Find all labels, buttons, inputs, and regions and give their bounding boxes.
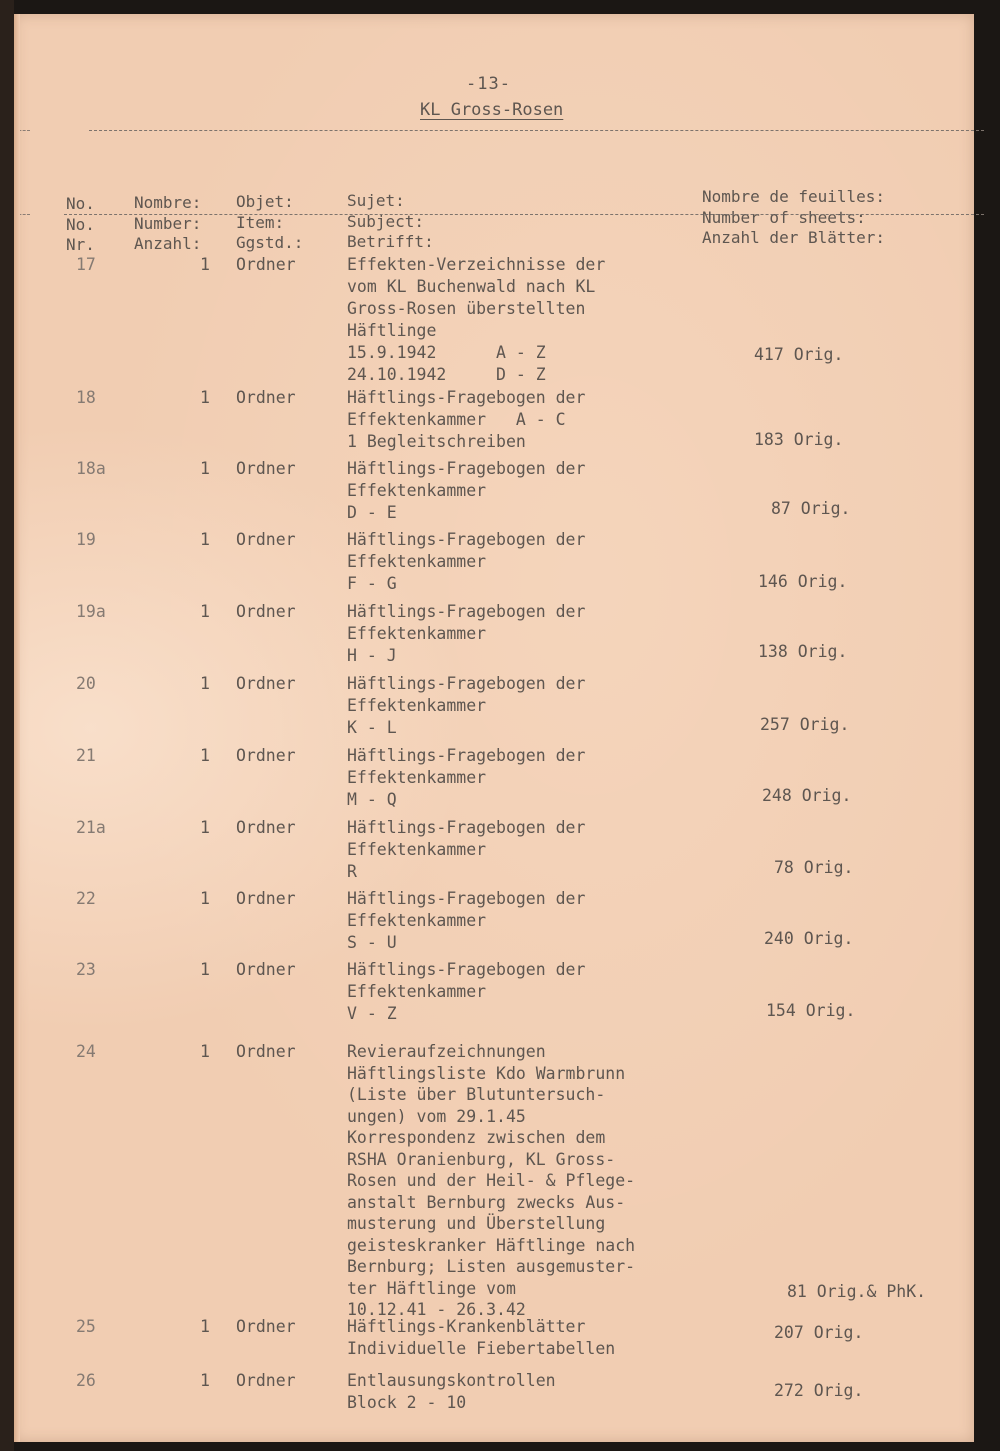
page-number: -13- xyxy=(466,74,511,94)
row-quantity: 1 xyxy=(200,459,210,478)
row-quantity: 1 xyxy=(200,674,210,693)
row-number: 17 xyxy=(76,255,96,274)
document-title: KL Gross-Rosen xyxy=(420,100,564,120)
row-subject: Revieraufzeichnungen Häftlingsliste Kdo Warmbrunn (Liste über Blutuntersuch- ungen) vom 29.1.45 Korrespondenz zwischen dem RSHA Oranienburg, KL Gross- Rosen und der Heil- & Pflege- anstalt Bernburg zwecks Aus- musterung und Überstellung geisteskranker Häftlinge nach Bernburg; Listen ausgemuster- ter Häftlinge vom 10.12.41 - 26.3.42 xyxy=(347,1042,636,1319)
header-sheets: Nombre de feuilles: Number of sheets: Anzahl der Blätter: xyxy=(702,187,886,247)
row-quantity: 1 xyxy=(200,388,210,407)
row-item: Ordner xyxy=(236,459,296,478)
row-item: Ordner xyxy=(236,674,296,693)
row-sheets: 146 Orig. xyxy=(758,572,848,591)
row-item: Ordner xyxy=(236,530,296,549)
row-number: 19 xyxy=(76,530,96,549)
row-item: Ordner xyxy=(236,889,296,908)
row-sheets: 272 Orig. xyxy=(774,1381,864,1400)
row-number: 26 xyxy=(76,1371,96,1390)
row-quantity: 1 xyxy=(200,960,210,979)
row-item: Ordner xyxy=(236,255,296,274)
row-quantity: 1 xyxy=(200,889,210,908)
row-sheets: 138 Orig. xyxy=(758,642,848,661)
row-item: Ordner xyxy=(236,960,296,979)
row-item: Ordner xyxy=(236,746,296,765)
row-item: Ordner xyxy=(236,388,296,407)
row-sheets: 417 Orig. xyxy=(754,345,844,364)
row-sheets: 257 Orig. xyxy=(760,715,850,734)
row-sheets: 240 Orig. xyxy=(764,929,854,948)
row-number: 21 xyxy=(76,746,96,765)
row-subject: Häftlings-Fragebogen der Effektenkammer S - U xyxy=(347,889,586,952)
row-quantity: 1 xyxy=(200,1317,210,1336)
row-subject: Effekten-Verzeichnisse der vom KL Buchenwald nach KL Gross-Rosen überstellten Häftlinge 15.9.1942 A - Z 24.10.1942 D - Z xyxy=(347,255,606,384)
row-subject: Häftlings-Fragebogen der Effektenkammer V - Z xyxy=(347,960,586,1023)
row-sheets: 81 Orig.& PhK. xyxy=(787,1282,927,1301)
row-subject: Häftlings-Fragebogen der Effektenkammer K - L xyxy=(347,674,586,737)
row-quantity: 1 xyxy=(200,1371,210,1390)
row-item: Ordner xyxy=(236,818,296,837)
row-sheets: 207 Orig. xyxy=(774,1323,864,1342)
row-quantity: 1 xyxy=(200,255,210,274)
row-subject: Häftlings-Fragebogen der Effektenkammer F - G xyxy=(347,530,586,593)
row-number: 25 xyxy=(76,1317,96,1336)
document-page xyxy=(14,14,974,1442)
header-subject: Sujet: Subject: Betrifft: xyxy=(347,191,434,251)
row-number: 18a xyxy=(76,459,106,478)
row-quantity: 1 xyxy=(200,818,210,837)
header-item: Objet: Item: Ggstd.: xyxy=(236,192,304,252)
page-edge xyxy=(14,14,20,1442)
header-no: No. No. Nr. xyxy=(66,194,95,254)
row-sheets: 87 Orig. xyxy=(771,499,851,518)
row-quantity: 1 xyxy=(200,746,210,765)
header-number: Nombre: Number: Anzahl: xyxy=(134,193,202,253)
row-subject: Häftlings-Fragebogen der Effektenkammer M - Q xyxy=(347,746,586,809)
row-subject: Häftlings-Fragebogen der Effektenkammer R xyxy=(347,818,586,881)
binding-spine xyxy=(0,0,14,1451)
row-number: 23 xyxy=(76,960,96,979)
row-item: Ordner xyxy=(236,1317,296,1336)
row-sheets: 154 Orig. xyxy=(766,1001,856,1020)
row-number: 24 xyxy=(76,1042,96,1061)
row-item: Ordner xyxy=(236,602,296,621)
row-item: Ordner xyxy=(236,1371,296,1390)
row-number: 18 xyxy=(76,388,96,407)
row-sheets: 183 Orig. xyxy=(754,430,844,449)
header-bottom-rule xyxy=(64,214,984,215)
row-number: 20 xyxy=(76,674,96,693)
row-subject: Häftlings-Fragebogen der Effektenkammer D - E xyxy=(347,459,586,522)
row-sheets: 248 Orig. xyxy=(762,786,852,805)
row-number: 19a xyxy=(76,602,106,621)
row-number: 22 xyxy=(76,889,96,908)
row-quantity: 1 xyxy=(200,602,210,621)
row-item: Ordner xyxy=(236,1042,296,1061)
header-top-rule xyxy=(89,130,984,131)
row-subject: Häftlings-Krankenblätter Individuelle Fiebertabellen xyxy=(347,1317,616,1358)
row-subject: Häftlings-Fragebogen der Effektenkammer A - C 1 Begleitschreiben xyxy=(347,388,586,451)
row-quantity: 1 xyxy=(200,530,210,549)
row-quantity: 1 xyxy=(200,1042,210,1061)
row-subject: Entlausungskontrollen Block 2 - 10 xyxy=(347,1371,556,1412)
row-sheets: 78 Orig. xyxy=(774,858,854,877)
row-number: 21a xyxy=(76,818,106,837)
row-subject: Häftlings-Fragebogen der Effektenkammer H - J xyxy=(347,602,586,665)
